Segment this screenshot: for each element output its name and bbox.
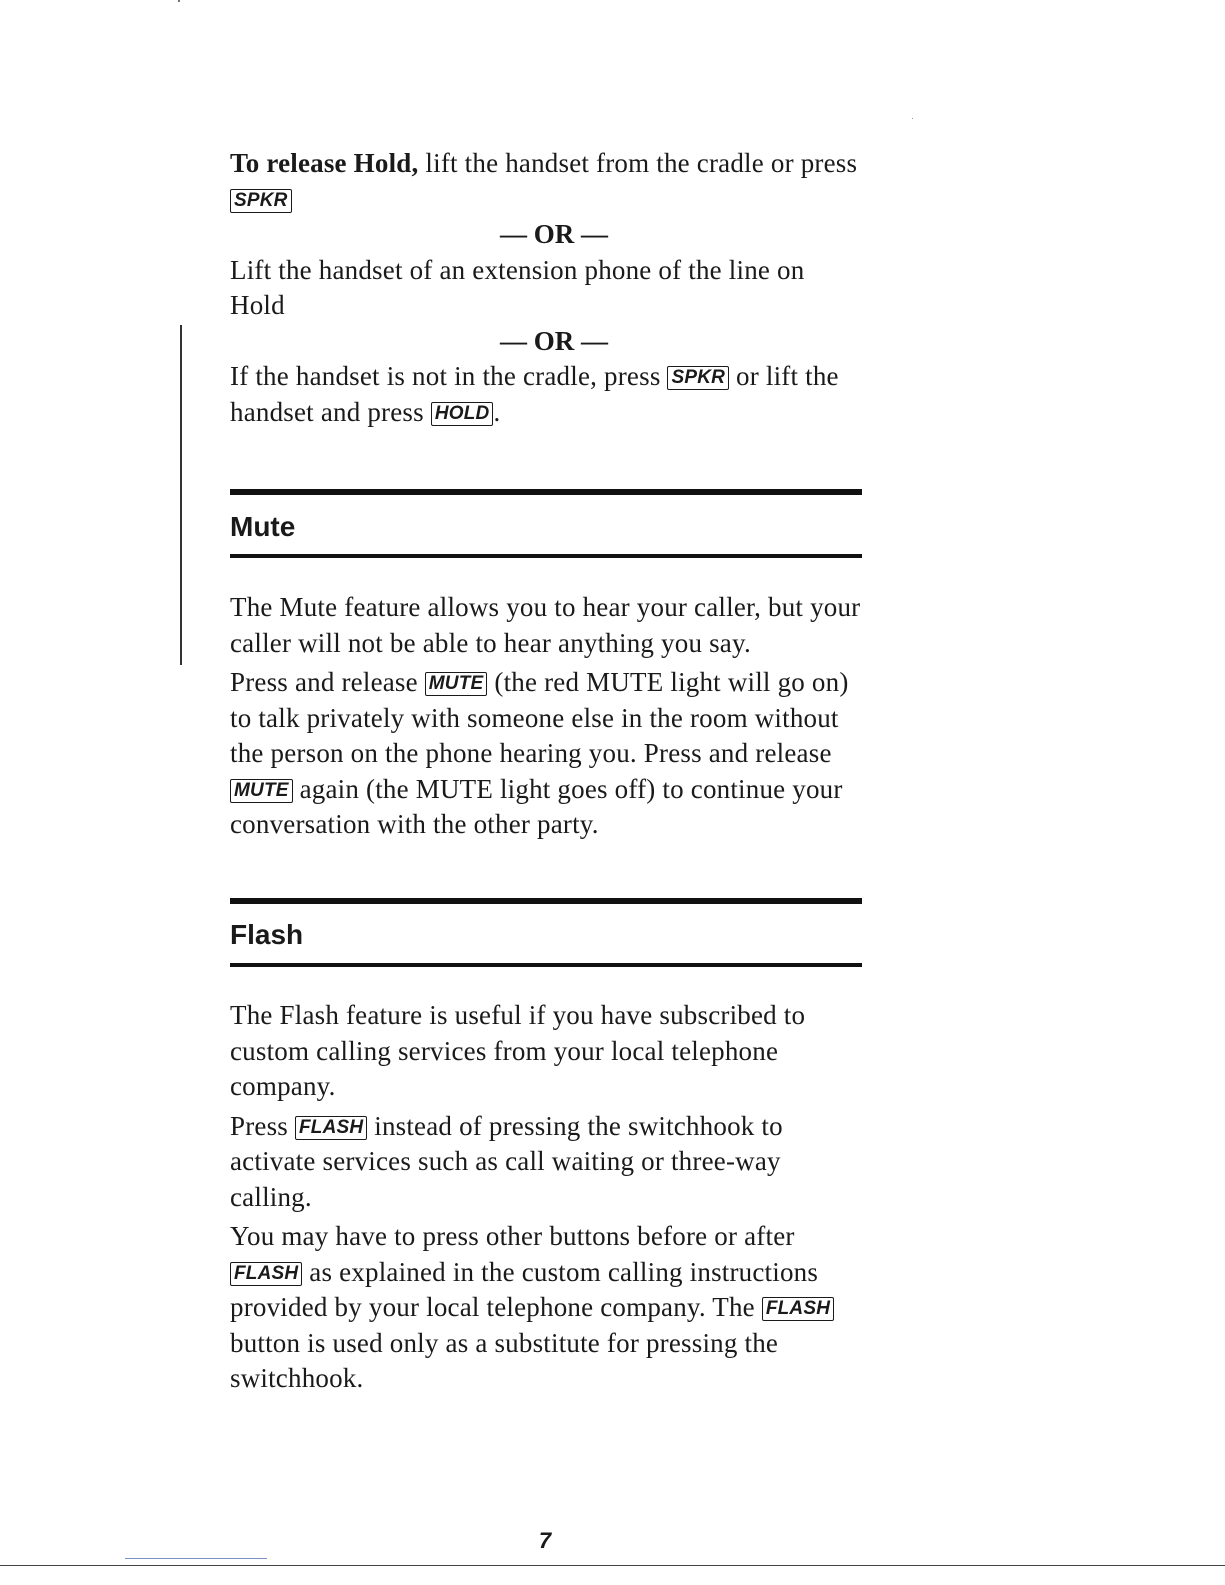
section-rule-bottom (230, 963, 862, 967)
flash-key: FLASH (230, 1262, 302, 1286)
spkr-key: SPKR (230, 189, 292, 213)
mute-instructions-text: Press and release (230, 667, 425, 697)
flash-body (230, 998, 870, 1397)
flash-notes-text: The (712, 1292, 762, 1322)
flash-key: FLASH (295, 1116, 367, 1140)
or-separator: — OR — (500, 219, 608, 249)
or-separator: — OR — (500, 325, 608, 356)
mute-key: MUTE (230, 779, 293, 803)
change-bar (180, 325, 182, 665)
hold-key: HOLD (431, 402, 494, 426)
mute-description: The Mute feature allows you to hear your caller, but your caller will not be able to hear anything you say. (230, 592, 861, 658)
mute-key: MUTE (425, 672, 488, 696)
release-hold-lead: To release Hold, (230, 148, 419, 178)
mute-heading: Mute (230, 511, 296, 542)
section-rule-top (230, 489, 862, 495)
section-rule-top (230, 898, 862, 904)
scan-artifact (178, 0, 180, 2)
extension-option: Lift the handset of an extension phone of the line on Hold (230, 254, 805, 320)
scan-artifact (912, 118, 913, 119)
handset-option-text: . (493, 396, 501, 427)
flash-description: The Flash feature is useful if you have subscribed to custom calling services from your local telephone company. (230, 1000, 806, 1101)
handset-option-text: or lift the handset and press (230, 361, 839, 427)
page-number: 7 (538, 1528, 552, 1553)
mute-instructions-text: (the red MUTE light will go on) to talk privately with someone else in the room without the person on the phone hearing you. Press and release (230, 667, 849, 768)
flash-instructions (230, 1109, 860, 1216)
mute-body (230, 590, 870, 843)
page-edge (0, 1565, 1225, 1566)
flash-notes-text: button is used only as a substitute for pressing the switchhook. (230, 1327, 779, 1393)
mute-instructions (230, 665, 870, 843)
section-rule-bottom (230, 554, 862, 558)
mute-instructions-text: again (the MUTE light goes off) to continue your conversation with the other party. (230, 773, 843, 839)
hold-release-block (230, 146, 870, 430)
flash-instructions-text: Press (230, 1110, 295, 1141)
flash-heading: Flash (230, 919, 304, 950)
release-hold-paragraph (230, 146, 870, 217)
flash-notes-text: as explained in the custom calling instructions provided by your local telephone company. (230, 1256, 819, 1322)
flash-notes (230, 1219, 860, 1397)
handset-option (230, 359, 870, 430)
flash-instructions-text: instead of pressing the switchhook to activate services such as call waiting or three-way calling. (230, 1110, 783, 1212)
handset-option-text: If the handset is not in the cradle, press (230, 361, 668, 391)
flash-key: FLASH (762, 1297, 834, 1321)
scan-artifact (125, 1558, 267, 1559)
release-hold-text: lift the handset from the cradle or press (418, 148, 858, 178)
spkr-key: SPKR (667, 366, 729, 390)
flash-notes-text: You may have to press other buttons before or after (230, 1221, 795, 1251)
